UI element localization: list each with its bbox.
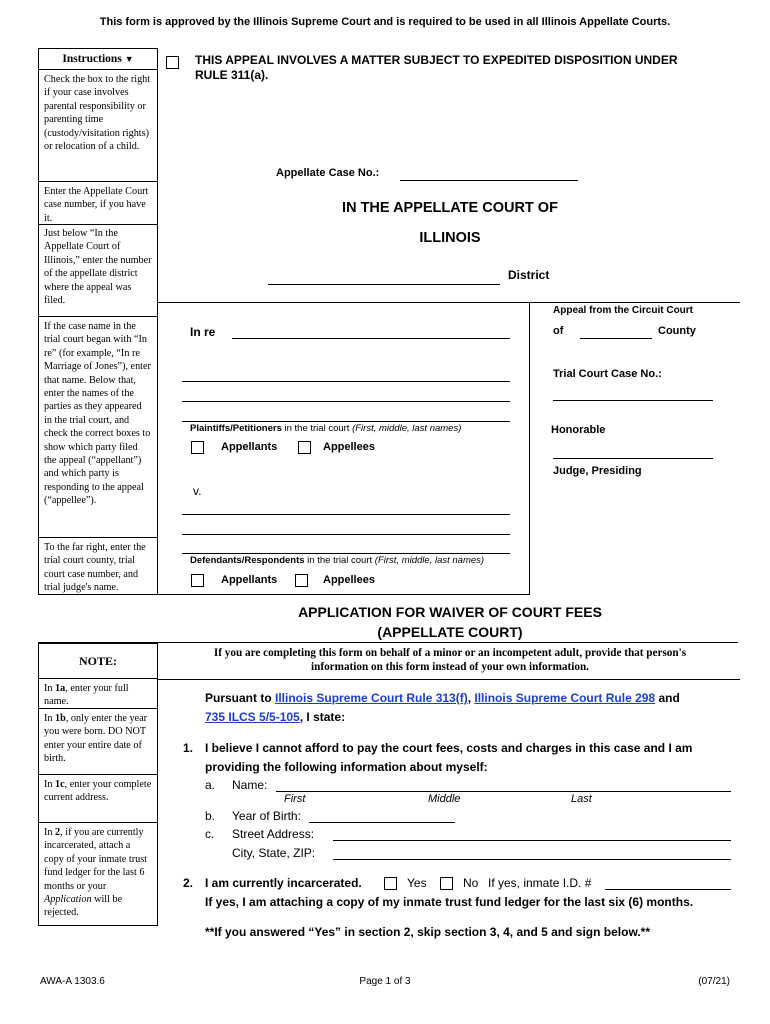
note-banner-rule	[158, 679, 740, 680]
inmate-id-label: If yes, inmate I.D. #	[488, 876, 592, 890]
name-first-hint: First	[284, 793, 306, 805]
year-of-birth-field[interactable]	[309, 822, 455, 823]
incarcerated-yes-label: Yes	[407, 876, 427, 890]
defendants-bold: Defendants/Respondents	[190, 555, 305, 566]
caption-divider	[529, 302, 530, 594]
pursuant-and: and	[655, 691, 680, 705]
note-banner-line-1: If you are completing this form on behalf of a minor or an incompetent adult, provide that person's	[213, 647, 687, 659]
street-address-label: Street Address:	[232, 827, 315, 841]
note-1a-pre: In	[44, 683, 56, 694]
district-field[interactable]	[268, 284, 500, 285]
honorable-label: Honorable	[551, 424, 606, 436]
note-1b-post: , only enter the year you were born. DO NOT enter your entire date of birth.	[44, 713, 147, 765]
pursuant-line-1	[205, 691, 680, 705]
note-block-1a	[38, 678, 158, 709]
defendant-field-1[interactable]	[182, 514, 510, 515]
expedited-text	[195, 53, 735, 83]
plaintiff-appellees-checkbox[interactable]	[298, 441, 311, 454]
instruction-block-4: If the case name in the trial court began with “In re” (for example, “In re Marriage of Jones”), enter that name. Below that, enter the names of the parties as they appeared in the trial court, and check the correct boxes to show which party filed the appeal (“appellant”) and which party is responding to the appeal (“appellee”).	[38, 316, 158, 538]
instruction-block-1: Check the box to the right if your case involves parental responsibility or parenting time (custody/visitation rights) or relocation of a child.	[38, 69, 158, 182]
item-b-letter: b.	[205, 809, 216, 823]
header-notice: This form is approved by the Illinois Supreme Court and is required to be used in all Illinois Appellate Courts.	[99, 16, 671, 28]
note-1a-post: , enter your full name.	[44, 683, 129, 708]
note-block-1b	[38, 708, 158, 775]
note-1b-bold: 1b	[55, 713, 66, 724]
caption-bottom-rule	[158, 594, 530, 595]
form-title-line-2: (APPELLATE COURT)	[377, 624, 523, 640]
pursuant-text: Pursuant to	[205, 691, 276, 705]
plaintiffs-rest: in the trial court	[281, 423, 353, 434]
plaintiff-appellants-label: Appellants	[221, 441, 278, 453]
note-2-post: , if you are currently incarcerated, attach a copy of your inmate trust fund ledger for the last 6 months or your	[44, 827, 147, 892]
defendants-label	[190, 555, 484, 566]
plaintiffs-label	[190, 423, 461, 434]
name-label: Name:	[232, 778, 268, 792]
defendant-appellees-checkbox[interactable]	[295, 574, 308, 587]
note-2-pre: In	[44, 827, 56, 838]
note-block-2	[38, 822, 158, 926]
defendants-rest: in the trial court	[304, 555, 375, 566]
expedited-line-1: THIS APPEAL INVOLVES A MATTER SUBJECT TO EXPEDITED DISPOSITION UNDER	[195, 53, 678, 67]
note-1c-pre: In	[44, 779, 56, 790]
skip-instruction: **If you answered “Yes” in section 2, skip section 3, 4, and 5 and sign below.**	[205, 925, 651, 939]
page-number: Page 1 of 3	[359, 976, 411, 987]
note-banner	[160, 646, 740, 674]
pursuant-line-2	[205, 710, 345, 724]
defendant-field-3[interactable]	[182, 553, 510, 554]
appellate-case-no-field[interactable]	[400, 180, 578, 181]
incarcerated-yes-checkbox[interactable]	[384, 877, 397, 890]
plaintiff-appellants-checkbox[interactable]	[191, 441, 204, 454]
defendant-appellants-label: Appellants	[221, 574, 278, 586]
plaintiff-field-2[interactable]	[182, 401, 510, 402]
section-1-line-1: I believe I cannot afford to pay the court fees, costs and charges in this case and I am	[205, 741, 693, 755]
instructions-title: Instructions	[62, 53, 122, 65]
plaintiff-appellees-label: Appellees	[323, 441, 375, 453]
in-re-label: In re	[190, 325, 216, 339]
inmate-id-field[interactable]	[605, 889, 731, 890]
appeal-from-label: Appeal from the Circuit Court	[553, 305, 694, 316]
pursuant-state: , I state:	[299, 710, 346, 724]
instruction-block-5: To the far right, enter the trial court county, trial court case number, and trial judge's name.	[38, 537, 158, 595]
caret-down-icon: ▼	[124, 54, 134, 64]
versus-label: v.	[193, 484, 202, 498]
item-c-letter: c.	[205, 827, 215, 841]
city-state-zip-label: City, State, ZIP:	[232, 846, 316, 860]
plaintiffs-bold: Plaintiffs/Petitioners	[190, 423, 282, 434]
note-2-post2: will be rejected.	[44, 894, 123, 919]
county-field[interactable]	[580, 338, 652, 339]
trial-case-no-label: Trial Court Case No.:	[553, 368, 662, 380]
incarcerated-no-checkbox[interactable]	[440, 877, 453, 890]
note-1a-bold: 1a	[55, 683, 66, 694]
note-2-bold: 2	[55, 827, 61, 838]
pursuant-comma: ,	[467, 691, 475, 705]
rule-298-link[interactable]: Illinois Supreme Court Rule 298	[474, 691, 656, 705]
form-id: AWA-A 1303.6	[40, 976, 105, 987]
court-heading-line-1: IN THE APPELLATE COURT OF	[342, 200, 558, 216]
judge-presiding-label: Judge, Presiding	[553, 465, 642, 477]
caption-top-rule	[158, 302, 740, 303]
section-2-line-2: If yes, I am attaching a copy of my inmate trust fund ledger for the last six (6) months.	[205, 895, 694, 909]
note-banner-line-2: information on this form instead of your own information.	[311, 661, 589, 673]
defendant-field-2[interactable]	[182, 534, 510, 535]
note-block-1c	[38, 774, 158, 823]
plaintiff-field-1[interactable]	[182, 381, 510, 382]
incarcerated-no-label: No	[463, 876, 479, 890]
note-1c-post: , enter your complete current address.	[44, 779, 152, 804]
appellate-case-no-label: Appellate Case No.:	[276, 167, 380, 179]
year-of-birth-label: Year of Birth:	[232, 809, 301, 823]
defendants-hint: (First, middle, last names)	[374, 555, 485, 566]
court-heading-line-2: ILLINOIS	[419, 230, 481, 246]
city-state-zip-field[interactable]	[333, 859, 731, 860]
defendant-appellees-label: Appellees	[323, 574, 375, 586]
district-label: District	[508, 268, 550, 282]
in-re-field[interactable]	[232, 338, 510, 339]
instruction-block-3: Just below “In the Appellate Court of Illinois,” enter the number of the appellate district where the appeal was filed.	[38, 224, 158, 317]
note-title: NOTE:	[38, 643, 158, 679]
name-middle-hint: Middle	[428, 793, 461, 805]
note-1c-bold: 1c	[55, 779, 65, 790]
name-field[interactable]	[276, 791, 731, 792]
defendant-appellants-checkbox[interactable]	[191, 574, 204, 587]
trial-case-no-field[interactable]	[553, 400, 713, 401]
plaintiffs-hint: (First, middle, last names)	[352, 423, 462, 434]
plaintiff-field-3[interactable]	[182, 421, 510, 422]
name-last-hint: Last	[571, 793, 592, 805]
note-2-italic: Application	[44, 894, 92, 906]
instruction-block-2: Enter the Appellate Court case number, if you have it.	[38, 181, 158, 225]
ilcs-link[interactable]: 735 ILCS 5/5-105	[205, 710, 300, 724]
instructions-header	[38, 48, 158, 70]
item-a-letter: a.	[205, 778, 216, 792]
revision-date: (07/21)	[698, 976, 730, 987]
section-1-number: 1.	[183, 741, 194, 755]
section-2-number: 2.	[183, 876, 194, 890]
section-2-text: I am currently incarcerated.	[205, 876, 362, 890]
expedited-checkbox[interactable]	[166, 56, 179, 69]
judge-name-field[interactable]	[553, 458, 713, 459]
county-label: County	[658, 325, 696, 337]
rule-313f-link[interactable]: Illinois Supreme Court Rule 313(f)	[275, 691, 468, 705]
expedited-line-2: RULE 311(a).	[195, 68, 269, 82]
section-1-line-2: providing the following information about myself:	[205, 760, 488, 774]
street-address-field[interactable]	[333, 840, 731, 841]
form-title-line-1: APPLICATION FOR WAIVER OF COURT FEES	[298, 604, 602, 620]
note-1b-pre: In	[44, 713, 56, 724]
of-label: of	[553, 325, 564, 337]
